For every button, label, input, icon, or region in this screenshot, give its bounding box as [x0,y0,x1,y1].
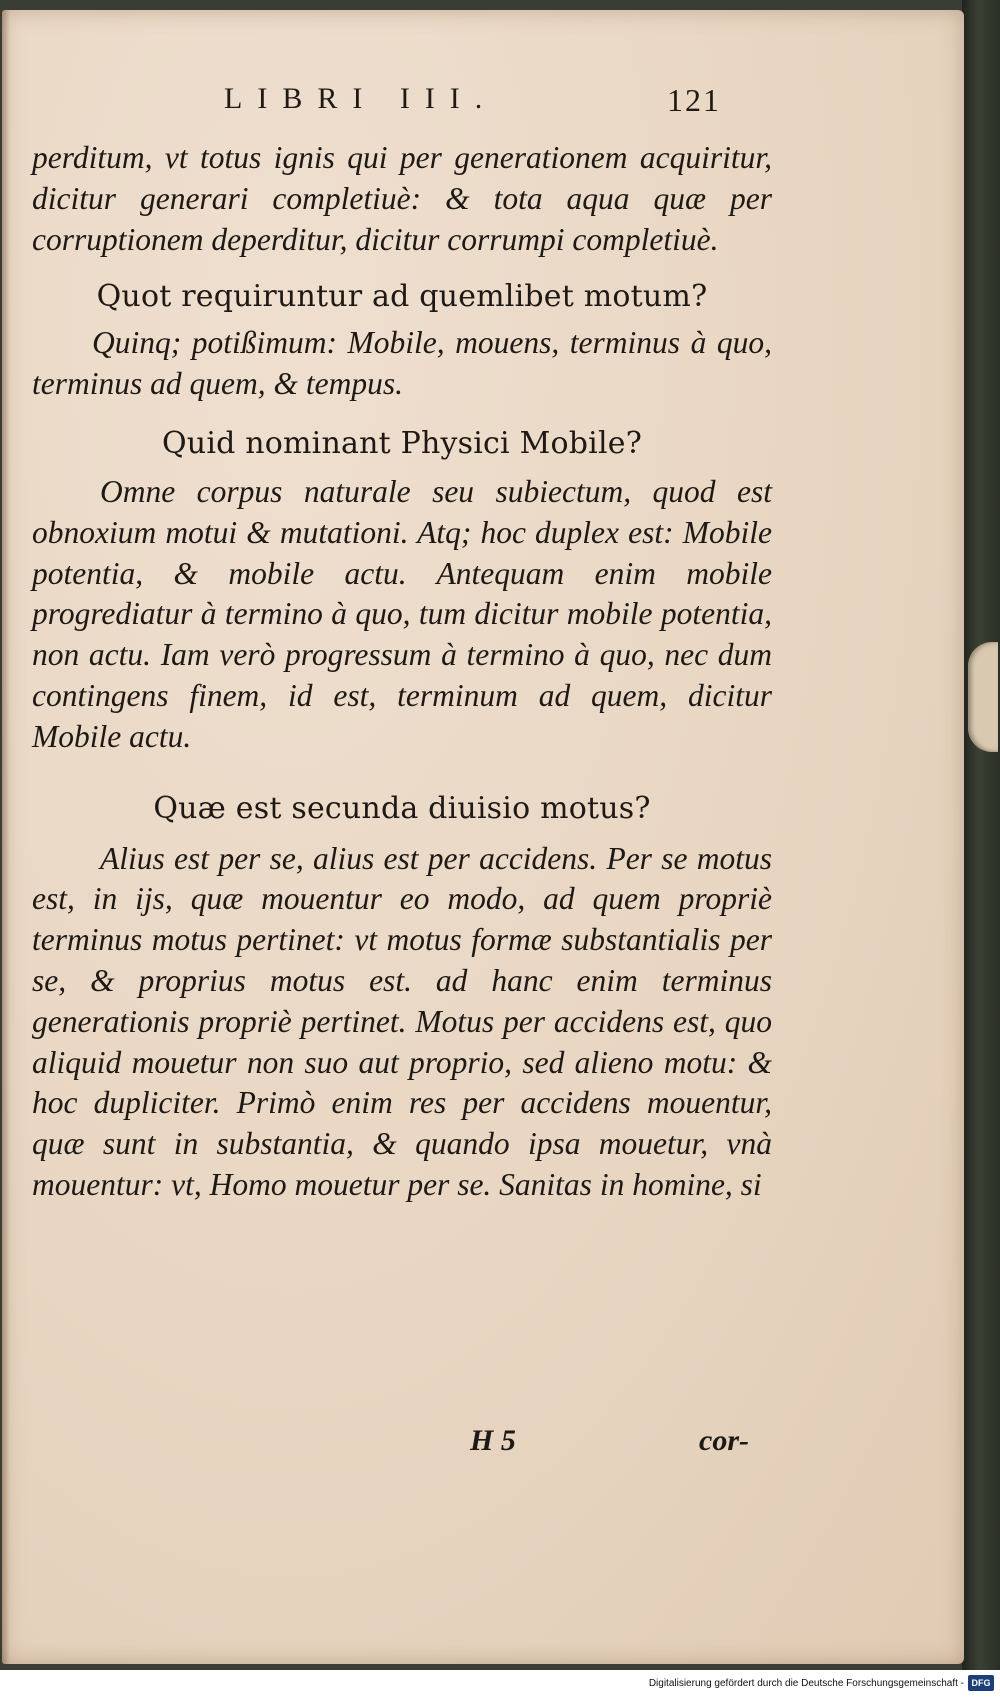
book-page [2,10,964,1664]
signature-line [32,1424,767,1468]
paragraph-continuation: perditum, vt totus ignis qui per generationem acquiritur, dicitur generari completiuè: & tota aqua quæ per corruptionem deperditur, dicitur corrumpi completiuè. [32,140,772,257]
answer-paragraph: Omne corpus naturale seu subiectum, quod est obnoxium motui & mutationi. Atq; hoc duplex est: Mobile potentia, & mobile actu. Antequam enim mobile progrediatur à termino à quo, tum dicitur mobile potentia, non actu. Iam verò progressum à termino à quo, nec dum contingens finem, id est, terminum ad quem, dicitur Mobile actu. [32,473,772,754]
dfg-logo: DFG [968,1675,994,1691]
signature-mark: H 5 [470,1424,516,1457]
catchword: cor- [699,1424,749,1457]
page-gutter-shadow [2,10,10,1664]
book-binding [962,0,1000,1670]
question-heading: Quot requiruntur ad quemlibet motum? [96,279,708,315]
question-heading: Quid nominant Physici Mobile? [162,425,642,461]
page-number: 121 [667,82,721,118]
text-block [32,138,772,1206]
running-head-title: LIBRI III. [224,82,498,115]
footer-credit: Digitalisierung gefördert durch die Deutsche Forschungsgemeinschaft - [648,1678,964,1689]
answer-paragraph: Quinq; potißimum: Mobile, mouens, terminus à quo, terminus ad quem, & tempus. [32,325,772,402]
answer-paragraph: Alius est per se, alius est per accidens. Per se motus est, in ijs, quæ mouentur eo modo, ad quem propriè terminus motus pertinet: vt motus formæ substantialis per se, & proprius motus est. ad hanc enim terminus generationis propriè pertinet. Motus per accidens est, quo aliquid mouetur non suo aut proprio, sed alieno motu: & hoc dupliciter. Primò enim res per accidens mouentur, quæ sunt in substantia, & quando ipsa mouetur, vnà mouentur: vt, Homo mouetur per se. Sanitas in homine, si [32,840,772,1202]
book-clasp [968,642,998,752]
footer-bar [0,1670,1000,1701]
question-heading: Quæ est secunda diuisio motus? [153,790,651,826]
running-head [2,82,964,122]
